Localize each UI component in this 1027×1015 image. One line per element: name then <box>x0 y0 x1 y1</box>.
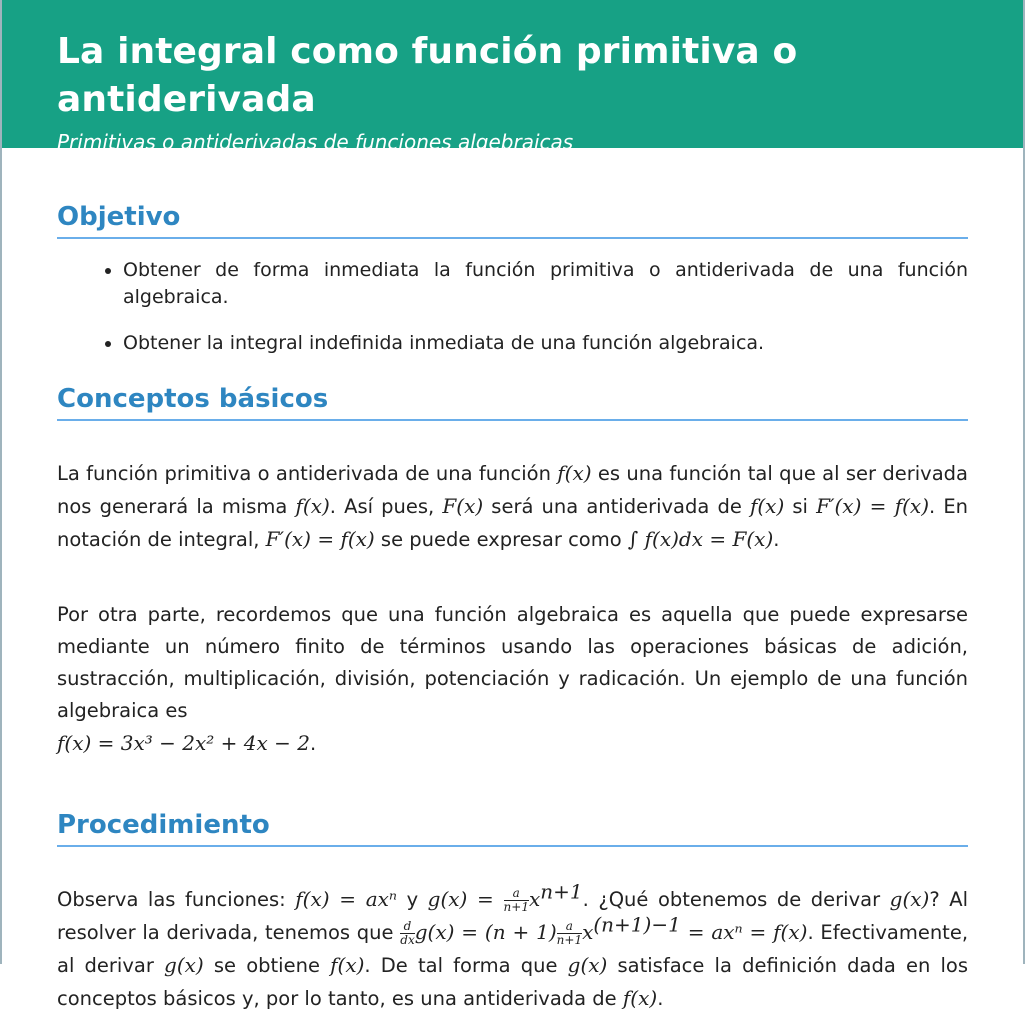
text: Observa las funciones: <box>57 888 296 911</box>
math-exponent: (n+1)−1 <box>593 912 681 937</box>
page-content <box>2 200 1023 1015</box>
section-heading-conceptos: Conceptos básicos <box>57 382 968 421</box>
paragraph-algebraic-function <box>57 599 968 760</box>
fraction-numerator: a <box>504 887 529 901</box>
math-integral-expression: ∫ f(x)dx = F(x) <box>627 527 774 551</box>
paragraph-procedure <box>57 879 969 1015</box>
math-expression: g(x) <box>889 887 930 911</box>
text: será una antiderivada de <box>483 495 750 518</box>
page-subtitle: Primitivas o antiderivadas de funciones algebraicas <box>57 130 574 154</box>
text: es una función tal que al ser derivada nos generará la misma <box>57 462 968 518</box>
math-expression: f(x) = axⁿ <box>295 887 398 911</box>
text: si <box>784 495 817 518</box>
objective-item: • Obtener de forma inmediata la función primitiva o antiderivada de una función algebraica. <box>123 257 968 311</box>
text: . <box>309 732 317 755</box>
math-expression: F(x) <box>442 494 484 518</box>
math-expression: x <box>528 887 541 911</box>
math-expression: f(x) <box>557 461 592 485</box>
math-exponent: n+1 <box>540 879 583 904</box>
text: . Efectivamente, al derivar <box>57 921 969 977</box>
text: La función primitiva o antiderivada de una función <box>57 462 558 485</box>
text: . Así pues, <box>329 495 443 518</box>
math-example-function: f(x) = 3x³ − 2x² + 4x − 2 <box>57 731 310 755</box>
math-expression: g(x) <box>567 953 608 977</box>
text: se puede expresar como <box>374 528 628 551</box>
text: . ¿Qué obtenemos de derivar <box>582 888 890 911</box>
text: y <box>397 888 428 911</box>
section-heading-objetivo: Objetivo <box>57 200 968 239</box>
objective-item: • Obtener la integral indefinida inmediata de una función algebraica. <box>123 330 968 357</box>
section-heading-procedimiento: Procedimiento <box>57 808 968 847</box>
math-expression: x <box>582 920 594 944</box>
fraction-numerator: a <box>557 920 582 934</box>
fraction-denominator: dx <box>400 933 415 947</box>
text: Por otra parte, recordemos que una función algebraica es aquella que puede expresarse mediante un número finito de términos usando las operaciones básicas de adición, sustracción, multiplicación, división, potenciación y radicación. Un ejemplo de una función algebraica es <box>57 603 968 722</box>
paragraph-definition <box>57 457 968 556</box>
math-expression: = axⁿ = f(x) <box>680 920 808 944</box>
page-title: La integral como función primitiva o antiderivada <box>57 31 798 120</box>
math-expression: g(x) = <box>427 887 504 911</box>
math-expression: g(x) <box>164 953 204 977</box>
text: se obtiene <box>203 954 331 977</box>
fraction-denominator: n+1 <box>556 933 583 947</box>
page-header <box>2 0 1023 154</box>
math-expression: F′(x) = f(x) <box>265 527 375 551</box>
math-expression: F′(x) = f(x) <box>816 494 929 518</box>
fraction-denominator: n+1 <box>503 900 529 914</box>
math-expression: f(x) <box>622 986 658 1010</box>
math-expression: f(x) <box>330 953 365 977</box>
text: satisface la definición dada en los conceptos básicos y, por lo tanto, es una antiderivada de <box>57 954 968 1010</box>
text: . <box>657 987 664 1010</box>
text: . En notación de integral, <box>57 495 969 551</box>
math-expression: g(x) = (n + 1) <box>414 920 557 944</box>
text: . <box>773 528 780 551</box>
math-expression: f(x) <box>295 494 330 518</box>
text: ? Al resolver la derivada, tenemos que <box>57 888 968 944</box>
math-fraction <box>557 920 582 947</box>
math-fraction <box>504 887 529 914</box>
text: . De tal forma que <box>364 954 568 977</box>
objective-list <box>57 257 968 357</box>
fraction-numerator: d <box>400 920 414 934</box>
math-expression: f(x) <box>749 494 785 518</box>
math-derivative-operator <box>400 920 414 947</box>
